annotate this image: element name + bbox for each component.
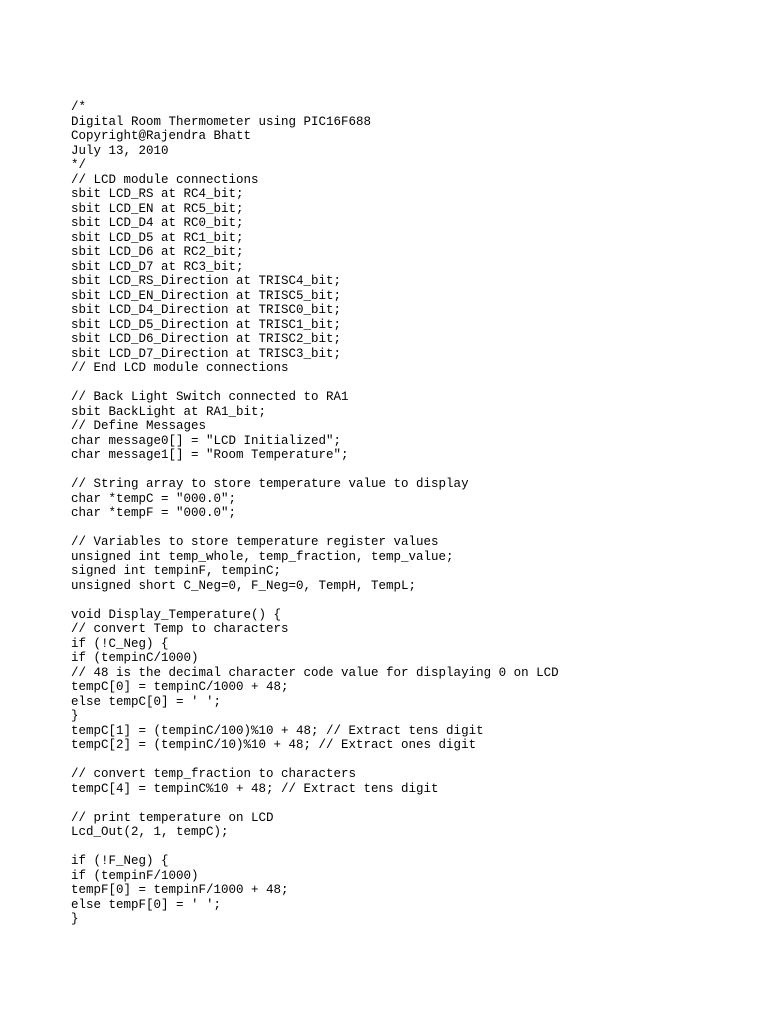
code-line: unsigned short C_Neg=0, F_Neg=0, TempH, TempL; bbox=[71, 578, 417, 593]
code-line: sbit LCD_RS_Direction at TRISC4_bit; bbox=[71, 274, 342, 288]
code-line: Lcd_Out(2, 1, tempC); bbox=[71, 825, 229, 839]
code-line: // convert temp_fraction to characters bbox=[71, 767, 357, 781]
code-line: tempF[0] = tempinF/1000 + 48; bbox=[71, 883, 289, 897]
code-line: // 48 is the decimal character code value for displaying 0 on LCD bbox=[71, 665, 559, 680]
code-line: sbit LCD_EN at RC5_bit; bbox=[71, 201, 244, 216]
code-line: sbit LCD_D5 at RC1_bit; bbox=[71, 230, 244, 245]
code-line: // Back Light Switch connected to RA1 bbox=[71, 390, 349, 404]
code-line: // Variables to store temperature register values bbox=[71, 535, 439, 549]
code-line: signed int tempinF, tempinC; bbox=[71, 564, 282, 578]
code-line: */ bbox=[71, 158, 87, 172]
code-line: // String array to store temperature value to display bbox=[71, 477, 469, 491]
code-line: if (tempinF/1000) bbox=[71, 868, 199, 883]
code-line: sbit LCD_RS at RC4_bit; bbox=[71, 187, 244, 201]
code-line: // convert Temp to characters bbox=[71, 622, 289, 636]
code-line: if (!C_Neg) { bbox=[71, 636, 169, 651]
code-line bbox=[71, 593, 559, 608]
code-line: char message1[] = "Room Temperature"; bbox=[71, 448, 349, 462]
code-line: sbit BackLight at RA1_bit; bbox=[71, 404, 267, 419]
code-line: July 13, 2010 bbox=[71, 143, 169, 158]
code-line: unsigned int temp_whole, temp_fraction, temp_value; bbox=[71, 549, 454, 564]
code-line: /* bbox=[71, 100, 87, 114]
code-line: // print temperature on LCD bbox=[71, 810, 274, 825]
code-line bbox=[71, 753, 559, 768]
code-line: sbit LCD_D6 at RC2_bit; bbox=[71, 245, 244, 259]
code-line: tempC[4] = tempinC%10 + 48; // Extract tens digit bbox=[71, 781, 439, 796]
code-listing bbox=[71, 100, 559, 927]
code-line: // Define Messages bbox=[71, 419, 207, 433]
code-line: } bbox=[71, 912, 79, 926]
code-line: sbit LCD_D4_Direction at TRISC0_bit; bbox=[71, 303, 342, 317]
code-line: // LCD module connections bbox=[71, 172, 259, 187]
code-line: tempC[1] = (tempinC/100)%10 + 48; // Extract tens digit bbox=[71, 723, 484, 738]
code-line: if (tempinC/1000) bbox=[71, 651, 199, 665]
code-line: tempC[2] = (tempinC/10)%10 + 48; // Extract ones digit bbox=[71, 738, 477, 752]
code-line: sbit LCD_D4 at RC0_bit; bbox=[71, 216, 244, 230]
code-line: if (!F_Neg) { bbox=[71, 854, 169, 868]
code-line bbox=[71, 840, 559, 855]
code-line: tempC[0] = tempinC/1000 + 48; bbox=[71, 680, 289, 694]
code-line bbox=[71, 463, 559, 478]
code-line: Digital Room Thermometer using PIC16F688 bbox=[71, 114, 372, 129]
code-line: sbit LCD_EN_Direction at TRISC5_bit; bbox=[71, 288, 342, 303]
code-line: sbit LCD_D5_Direction at TRISC1_bit; bbox=[71, 317, 342, 332]
code-line bbox=[71, 521, 559, 536]
code-line: char *tempF = "000.0"; bbox=[71, 506, 237, 520]
code-line: else tempF[0] = ' '; bbox=[71, 897, 222, 912]
code-line: sbit LCD_D6_Direction at TRISC2_bit; bbox=[71, 332, 342, 346]
code-line: } bbox=[71, 709, 79, 723]
code-line: sbit LCD_D7 at RC3_bit; bbox=[71, 259, 244, 274]
code-line: // End LCD module connections bbox=[71, 361, 289, 375]
code-line: else tempC[0] = ' '; bbox=[71, 694, 222, 709]
code-line: char message0[] = "LCD Initialized"; bbox=[71, 433, 342, 448]
code-line: Copyright@Rajendra Bhatt bbox=[71, 129, 252, 143]
code-line bbox=[71, 376, 559, 391]
code-line: sbit LCD_D7_Direction at TRISC3_bit; bbox=[71, 346, 342, 361]
code-line bbox=[71, 796, 559, 811]
code-line: void Display_Temperature() { bbox=[71, 607, 282, 622]
code-line: char *tempC = "000.0"; bbox=[71, 491, 237, 506]
